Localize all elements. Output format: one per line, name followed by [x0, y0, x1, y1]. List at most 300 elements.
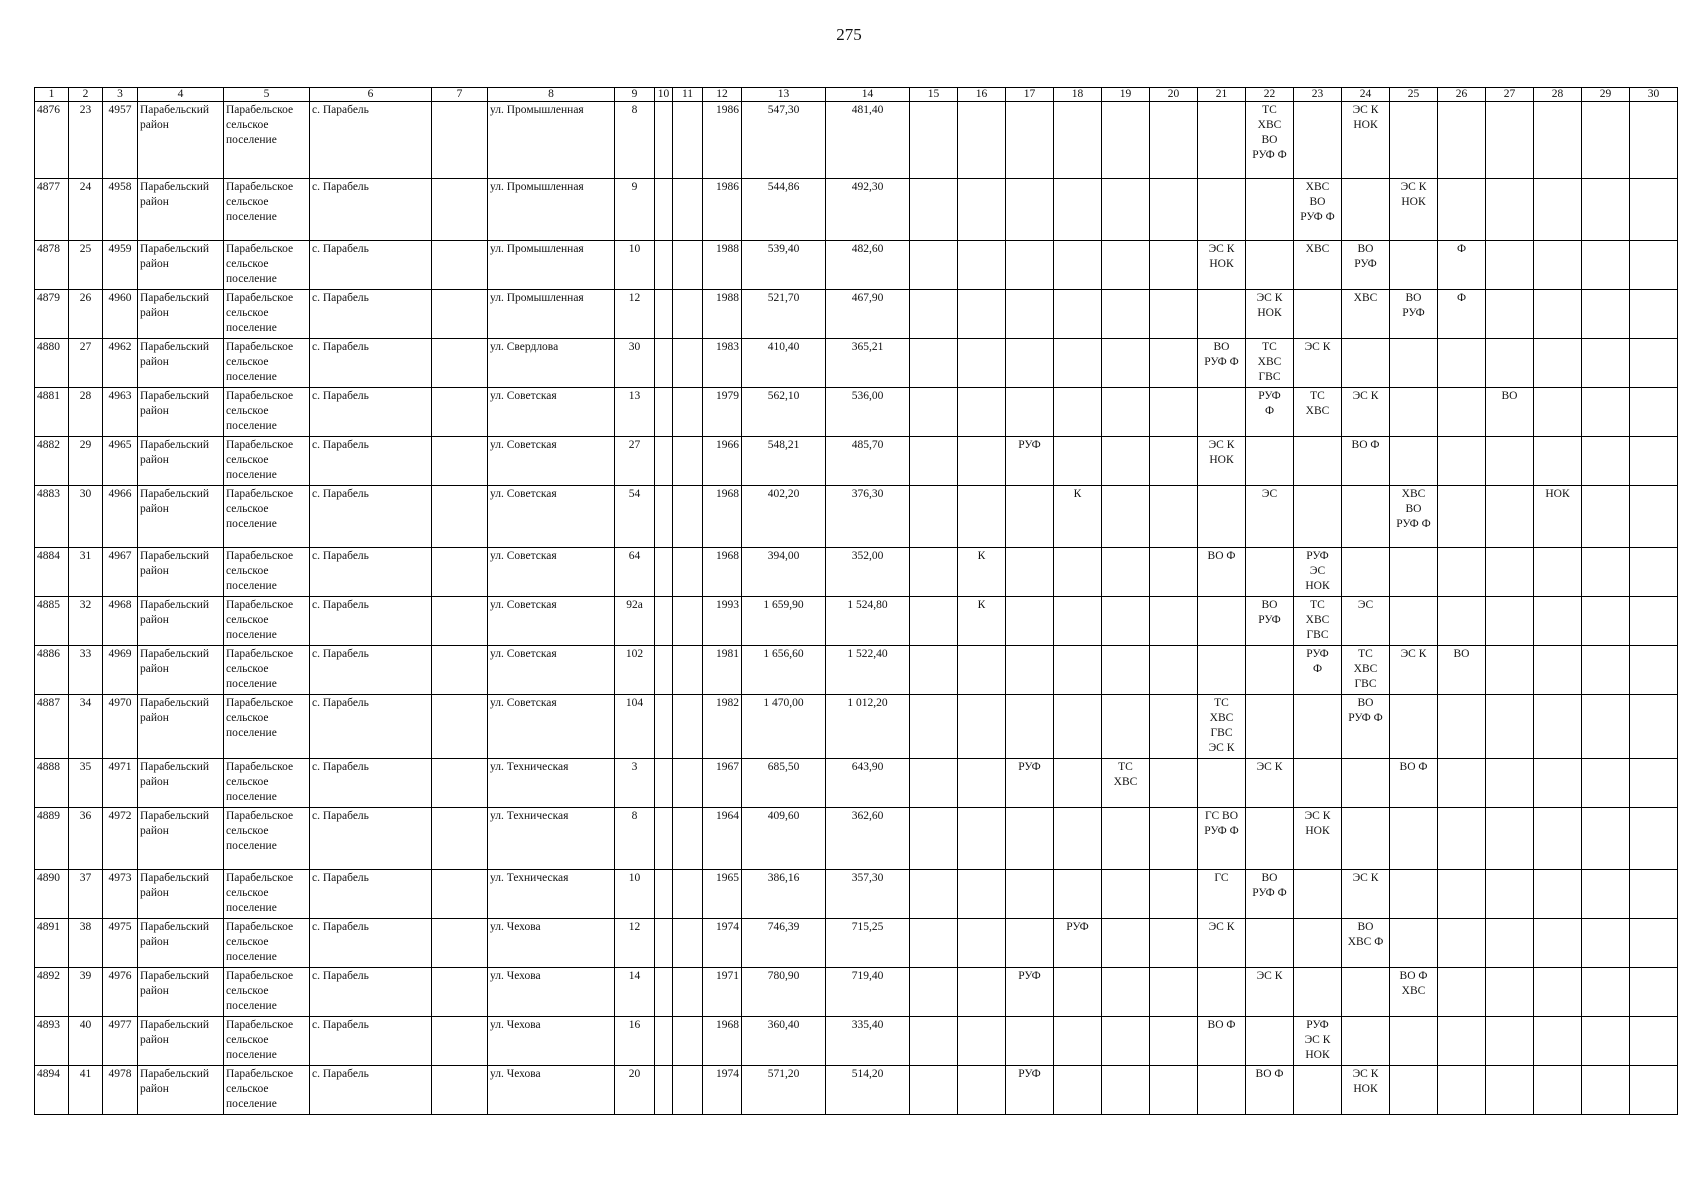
table-cell: 31 — [69, 548, 103, 597]
table-cell — [1246, 808, 1294, 870]
table-cell — [1198, 179, 1246, 241]
table-cell: 1982 — [703, 695, 742, 759]
table-cell — [1054, 968, 1102, 1017]
table-cell — [910, 919, 958, 968]
table-cell — [1102, 808, 1150, 870]
table-cell — [673, 179, 703, 241]
table-cell — [1198, 102, 1246, 179]
table-cell: 562,10 — [742, 388, 826, 437]
table-cell: 4970 — [103, 695, 138, 759]
table-cell: ЭС К НОК — [1294, 808, 1342, 870]
table-cell: 402,20 — [742, 486, 826, 548]
table-cell: ЭС К НОК — [1198, 437, 1246, 486]
table-cell: 23 — [69, 102, 103, 179]
column-header: 24 — [1342, 88, 1390, 102]
table-cell: 780,90 — [742, 968, 826, 1017]
table-cell: с. Парабель — [310, 919, 432, 968]
table-cell — [1198, 646, 1246, 695]
table-cell: ВО РУФ — [1246, 597, 1294, 646]
table-cell: 4892 — [35, 968, 69, 1017]
table-cell — [673, 597, 703, 646]
table-cell — [673, 102, 703, 179]
table-cell: Парабельский район — [138, 870, 224, 919]
table-cell: ул. Советская — [488, 486, 615, 548]
table-cell — [1006, 597, 1054, 646]
table-cell: 410,40 — [742, 339, 826, 388]
table-row — [35, 968, 1678, 1017]
table-cell — [1006, 179, 1054, 241]
table-cell — [432, 646, 488, 695]
table-cell: 4978 — [103, 1066, 138, 1115]
table-cell: ВО Ф — [1246, 1066, 1294, 1115]
table-cell — [1486, 808, 1534, 870]
table-cell — [673, 290, 703, 339]
table-cell: ХВС — [1294, 241, 1342, 290]
table-cell: ЭС К НОК — [1342, 1066, 1390, 1115]
table-cell: 35 — [69, 759, 103, 808]
column-header: 28 — [1534, 88, 1582, 102]
table-cell: с. Парабель — [310, 339, 432, 388]
table-cell: 1968 — [703, 1017, 742, 1066]
table-cell: ТС ХВС — [1102, 759, 1150, 808]
table-cell — [1342, 808, 1390, 870]
table-cell: ЭС К НОК — [1342, 102, 1390, 179]
table-cell — [1006, 695, 1054, 759]
table-cell: Парабельский район — [138, 437, 224, 486]
table-cell: 492,30 — [826, 179, 910, 241]
table-cell — [1006, 646, 1054, 695]
table-cell — [1534, 1017, 1582, 1066]
table-cell: Парабельский район — [138, 179, 224, 241]
table-cell: 3 — [615, 759, 655, 808]
table-cell: 38 — [69, 919, 103, 968]
table-cell: Парабельское сельское поселение — [224, 388, 310, 437]
table-cell: 409,60 — [742, 808, 826, 870]
table-cell: 1974 — [703, 1066, 742, 1115]
table-cell: 8 — [615, 102, 655, 179]
table-cell — [673, 486, 703, 548]
page-number: 275 — [836, 25, 862, 44]
table-cell: Парабельское сельское поселение — [224, 808, 310, 870]
table-cell: Парабельское сельское поселение — [224, 179, 310, 241]
table-row — [35, 486, 1678, 548]
table-cell — [1582, 695, 1630, 759]
table-cell — [910, 102, 958, 179]
table-cell — [910, 808, 958, 870]
table-cell — [1486, 339, 1534, 388]
column-header: 19 — [1102, 88, 1150, 102]
table-cell — [655, 339, 673, 388]
table-cell: Парабельский район — [138, 597, 224, 646]
table-cell: 4885 — [35, 597, 69, 646]
table-cell: 4972 — [103, 808, 138, 870]
table-cell — [432, 548, 488, 597]
table-cell — [1438, 870, 1486, 919]
table-cell: 104 — [615, 695, 655, 759]
table-cell: Парабельское сельское поселение — [224, 759, 310, 808]
table-cell — [1582, 102, 1630, 179]
table-cell — [1102, 597, 1150, 646]
table-row — [35, 548, 1678, 597]
table-cell: Парабельское сельское поселение — [224, 695, 310, 759]
table-cell — [1102, 695, 1150, 759]
table-cell — [1438, 388, 1486, 437]
table-cell — [1150, 968, 1198, 1017]
table-cell: 34 — [69, 695, 103, 759]
table-cell — [1294, 437, 1342, 486]
table-cell — [1534, 597, 1582, 646]
table-cell — [655, 102, 673, 179]
table-cell: ул. Советская — [488, 646, 615, 695]
table-cell — [1150, 1066, 1198, 1115]
table-cell — [1582, 437, 1630, 486]
table-cell — [958, 1066, 1006, 1115]
table-cell — [673, 1066, 703, 1115]
table-row — [35, 102, 1678, 179]
table-cell: 10 — [615, 241, 655, 290]
table-cell: ЭС К — [1342, 388, 1390, 437]
table-cell — [673, 548, 703, 597]
table-cell: 4959 — [103, 241, 138, 290]
table-cell — [655, 1017, 673, 1066]
table-cell — [1438, 1066, 1486, 1115]
table-cell: 92а — [615, 597, 655, 646]
table-cell: Парабельское сельское поселение — [224, 597, 310, 646]
table-cell — [673, 388, 703, 437]
table-cell: ул. Советская — [488, 695, 615, 759]
table-cell — [1054, 1066, 1102, 1115]
table-cell — [1438, 808, 1486, 870]
table-cell — [673, 695, 703, 759]
table-cell: ул. Промышленная — [488, 179, 615, 241]
table-cell — [1294, 290, 1342, 339]
column-header: 23 — [1294, 88, 1342, 102]
table-cell: 4977 — [103, 1017, 138, 1066]
table-cell — [432, 437, 488, 486]
table-cell: 1 524,80 — [826, 597, 910, 646]
table-cell: РУФ — [1006, 759, 1054, 808]
table-cell — [1102, 486, 1150, 548]
table-cell — [432, 241, 488, 290]
table-cell — [655, 968, 673, 1017]
table-cell: Ф — [1438, 290, 1486, 339]
table-cell: 571,20 — [742, 1066, 826, 1115]
table-cell: 4963 — [103, 388, 138, 437]
table-cell: ЭС К НОК — [1198, 241, 1246, 290]
table-row — [35, 759, 1678, 808]
table-cell: Парабельский район — [138, 919, 224, 968]
table-cell — [1006, 870, 1054, 919]
table-cell — [1102, 919, 1150, 968]
table-cell — [1486, 968, 1534, 1017]
table-cell — [655, 388, 673, 437]
table-cell — [1582, 870, 1630, 919]
table-cell: ЭС К — [1390, 646, 1438, 695]
table-cell: РУФ ЭС НОК — [1294, 548, 1342, 597]
table-cell — [673, 646, 703, 695]
table-cell: 4894 — [35, 1066, 69, 1115]
table-cell: ул. Техническая — [488, 759, 615, 808]
table-cell — [1102, 179, 1150, 241]
table-cell — [673, 241, 703, 290]
table-cell: 40 — [69, 1017, 103, 1066]
table-cell — [1390, 695, 1438, 759]
table-cell — [1390, 808, 1438, 870]
table-cell: Парабельский район — [138, 808, 224, 870]
table-cell — [432, 695, 488, 759]
table-cell: Парабельский район — [138, 486, 224, 548]
table-cell: 30 — [69, 486, 103, 548]
table-cell: 365,21 — [826, 339, 910, 388]
column-header: 12 — [703, 88, 742, 102]
column-header: 7 — [432, 88, 488, 102]
table-cell — [1390, 1017, 1438, 1066]
table-cell: Парабельский район — [138, 290, 224, 339]
table-cell — [1534, 388, 1582, 437]
table-cell — [1294, 1066, 1342, 1115]
table-cell: 376,30 — [826, 486, 910, 548]
table-cell — [1198, 968, 1246, 1017]
table-cell: с. Парабель — [310, 597, 432, 646]
table-cell: РУФ — [1006, 1066, 1054, 1115]
table-cell: ул. Техническая — [488, 808, 615, 870]
table-cell: с. Парабель — [310, 968, 432, 1017]
table-cell — [1438, 548, 1486, 597]
table-cell — [1246, 919, 1294, 968]
table-cell: Парабельское сельское поселение — [224, 290, 310, 339]
table-cell: ЭС К — [1246, 759, 1294, 808]
table-cell: ВО РУФ — [1342, 241, 1390, 290]
table-cell: ЭС К — [1342, 870, 1390, 919]
table-cell — [1486, 759, 1534, 808]
table-cell — [1486, 548, 1534, 597]
table-cell: 25 — [69, 241, 103, 290]
table-cell — [432, 102, 488, 179]
table-cell — [1438, 437, 1486, 486]
table-cell: 9 — [615, 179, 655, 241]
table-cell — [432, 388, 488, 437]
table-cell — [1246, 548, 1294, 597]
table-cell: 16 — [615, 1017, 655, 1066]
table-cell — [1582, 241, 1630, 290]
table-cell — [1534, 870, 1582, 919]
table-cell: 1964 — [703, 808, 742, 870]
table-cell — [1006, 241, 1054, 290]
table-cell — [1294, 759, 1342, 808]
table-cell — [1486, 1017, 1534, 1066]
table-cell — [958, 388, 1006, 437]
table-cell: Ф — [1438, 241, 1486, 290]
table-cell: ВО Ф — [1198, 1017, 1246, 1066]
table-cell — [1630, 437, 1678, 486]
table-cell: 715,25 — [826, 919, 910, 968]
table-cell: 4960 — [103, 290, 138, 339]
table-cell — [910, 290, 958, 339]
table-cell: 4967 — [103, 548, 138, 597]
table-cell — [673, 1017, 703, 1066]
table-cell — [1438, 597, 1486, 646]
table-cell: 1966 — [703, 437, 742, 486]
table-cell: Парабельский район — [138, 1066, 224, 1115]
table-cell: Парабельское сельское поселение — [224, 919, 310, 968]
table-cell: Парабельский район — [138, 241, 224, 290]
table-cell: с. Парабель — [310, 695, 432, 759]
table-cell: РУФ — [1006, 968, 1054, 1017]
table-cell: Парабельский район — [138, 339, 224, 388]
column-header: 21 — [1198, 88, 1246, 102]
table-cell: 4975 — [103, 919, 138, 968]
table-cell: ЭС К — [1294, 339, 1342, 388]
table-cell: с. Парабель — [310, 437, 432, 486]
column-header: 9 — [615, 88, 655, 102]
table-cell — [1390, 597, 1438, 646]
table-cell: 4969 — [103, 646, 138, 695]
table-cell: 4883 — [35, 486, 69, 548]
table-cell — [1054, 759, 1102, 808]
table-cell — [1582, 968, 1630, 1017]
table-cell: НОК — [1534, 486, 1582, 548]
table-cell — [1294, 695, 1342, 759]
table-row — [35, 290, 1678, 339]
table-cell — [1438, 486, 1486, 548]
table-row — [35, 646, 1678, 695]
table-row — [35, 437, 1678, 486]
table-cell — [910, 486, 958, 548]
table-cell: Парабельский район — [138, 646, 224, 695]
table-cell: 4880 — [35, 339, 69, 388]
table-cell — [910, 1066, 958, 1115]
table-cell: 32 — [69, 597, 103, 646]
table-cell — [910, 339, 958, 388]
table-cell — [1486, 486, 1534, 548]
column-header: 26 — [1438, 88, 1486, 102]
table-cell — [910, 1017, 958, 1066]
table-cell: 27 — [615, 437, 655, 486]
table-cell — [1006, 548, 1054, 597]
table-cell — [1534, 437, 1582, 486]
table-cell — [958, 759, 1006, 808]
table-cell: 4966 — [103, 486, 138, 548]
table-row — [35, 241, 1678, 290]
table-cell — [655, 486, 673, 548]
table-cell: ВО РУФ Ф — [1342, 695, 1390, 759]
table-cell — [655, 759, 673, 808]
table-cell — [1486, 646, 1534, 695]
table-cell — [1390, 102, 1438, 179]
table-cell: 1988 — [703, 241, 742, 290]
table-cell — [1630, 759, 1678, 808]
table-cell — [1294, 102, 1342, 179]
table-cell: 1967 — [703, 759, 742, 808]
table-cell: 536,00 — [826, 388, 910, 437]
table-cell — [958, 486, 1006, 548]
table-cell: ул. Чехова — [488, 919, 615, 968]
table-cell — [1582, 1066, 1630, 1115]
table-cell: 54 — [615, 486, 655, 548]
table-cell: 1986 — [703, 179, 742, 241]
table-cell: ХВС — [1342, 290, 1390, 339]
table-cell: ул. Советская — [488, 548, 615, 597]
table-cell — [432, 759, 488, 808]
table-cell: ВО ХВС Ф — [1342, 919, 1390, 968]
table-cell: 4879 — [35, 290, 69, 339]
table-cell — [1486, 870, 1534, 919]
table-cell — [958, 808, 1006, 870]
table-cell — [1006, 388, 1054, 437]
table-cell: 1968 — [703, 548, 742, 597]
table-cell — [673, 437, 703, 486]
table-cell: Парабельский район — [138, 759, 224, 808]
table-cell — [1198, 759, 1246, 808]
table-cell: 394,00 — [742, 548, 826, 597]
table-cell — [1054, 290, 1102, 339]
table-cell: 1983 — [703, 339, 742, 388]
table-cell: 1 522,40 — [826, 646, 910, 695]
table-cell: РУФ ЭС К НОК — [1294, 1017, 1342, 1066]
table-cell: Парабельское сельское поселение — [224, 968, 310, 1017]
table-cell: с. Парабель — [310, 646, 432, 695]
table-cell — [1054, 179, 1102, 241]
table-cell — [958, 339, 1006, 388]
table-cell — [1150, 102, 1198, 179]
table-cell — [1438, 968, 1486, 1017]
table-cell — [1006, 486, 1054, 548]
table-cell: 12 — [615, 290, 655, 339]
table-cell — [1582, 548, 1630, 597]
table-cell: 4973 — [103, 870, 138, 919]
table-cell: 481,40 — [826, 102, 910, 179]
table-cell — [1102, 646, 1150, 695]
table-cell — [1630, 919, 1678, 968]
table-cell: ул. Чехова — [488, 1066, 615, 1115]
table-cell — [432, 919, 488, 968]
table-cell — [432, 290, 488, 339]
table-cell: 362,60 — [826, 808, 910, 870]
table-cell: 548,21 — [742, 437, 826, 486]
table-cell: 360,40 — [742, 1017, 826, 1066]
table-cell — [1150, 548, 1198, 597]
table-cell — [1582, 597, 1630, 646]
table-cell — [1438, 695, 1486, 759]
table-cell: 719,40 — [826, 968, 910, 1017]
table-cell: 4887 — [35, 695, 69, 759]
table-cell — [1630, 646, 1678, 695]
table-cell: 521,70 — [742, 290, 826, 339]
table-cell — [1486, 102, 1534, 179]
table-row — [35, 1066, 1678, 1115]
column-header: 25 — [1390, 88, 1438, 102]
table-cell: 1986 — [703, 102, 742, 179]
table-cell — [1150, 695, 1198, 759]
table-cell — [1582, 1017, 1630, 1066]
table-cell — [1630, 1017, 1678, 1066]
table-cell: 28 — [69, 388, 103, 437]
table-cell: ВО Ф — [1198, 548, 1246, 597]
table-cell: К — [958, 597, 1006, 646]
table-cell: 39 — [69, 968, 103, 1017]
table-cell — [1054, 695, 1102, 759]
table-cell — [1534, 339, 1582, 388]
table-cell: 352,00 — [826, 548, 910, 597]
table-cell: 1988 — [703, 290, 742, 339]
table-cell — [1486, 597, 1534, 646]
table-cell — [1006, 102, 1054, 179]
table-cell: Парабельский район — [138, 1017, 224, 1066]
table-cell — [1486, 1066, 1534, 1115]
table-cell — [1246, 695, 1294, 759]
table-cell — [1150, 919, 1198, 968]
table-cell — [1630, 548, 1678, 597]
